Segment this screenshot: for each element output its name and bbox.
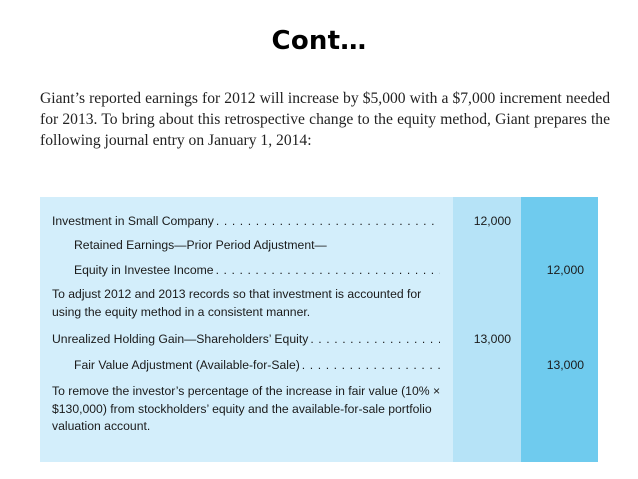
- journal-line-fair-value: [40, 358, 598, 375]
- journal-line-unrealized-gain: [40, 332, 598, 349]
- debit-account-label: Investment in Small Company: [52, 214, 214, 228]
- credit-account-line1: [74, 238, 440, 252]
- debit-column: [453, 197, 521, 462]
- slide-title: Cont…: [271, 26, 367, 56]
- credit-account-label: Retained Earnings—Prior Period Adjustment—: [74, 238, 327, 252]
- journal-line-investment: [40, 214, 598, 231]
- credit-account-label: Fair Value Adjustment (Available-for-Sale): [74, 358, 300, 372]
- journal-entry-panel: [40, 197, 598, 462]
- credit-account-label: Equity in Investee Income: [74, 263, 214, 277]
- debit-amount: 12,000: [473, 214, 511, 228]
- journal-line-equity-income: [40, 263, 598, 280]
- debit-account: [52, 332, 440, 346]
- credit-account-line2: [74, 263, 440, 277]
- debit-account-label: Unrealized Holding Gain—Shareholders’ Equity: [52, 332, 309, 346]
- journal-line-retained-earnings: [40, 238, 598, 255]
- entry-explanation: To adjust 2012 and 2013 records so that investment is accounted for using the equity method in a consistent manner.: [52, 287, 422, 319]
- credit-amount: 12,000: [546, 263, 584, 277]
- credit-amount: 13,000: [546, 358, 584, 372]
- intro-paragraph: Giant’s reported earnings for 2012 will increase by $5,000 with a $7,000 increment needed for 2013. To bring about this retrospective change to the equity method, Giant prepares the following journal entry on January 1, 2014:: [40, 90, 610, 149]
- debit-account: [52, 214, 440, 228]
- credit-account: [74, 358, 440, 372]
- credit-column: [521, 197, 598, 462]
- debit-amount: 13,000: [473, 332, 511, 346]
- entry-explanation: To remove the investor’s percentage of the increase in fair value (10% × $130,000) from stockholders’ equity and the available-for-sale portfolio valuation account.: [52, 384, 441, 433]
